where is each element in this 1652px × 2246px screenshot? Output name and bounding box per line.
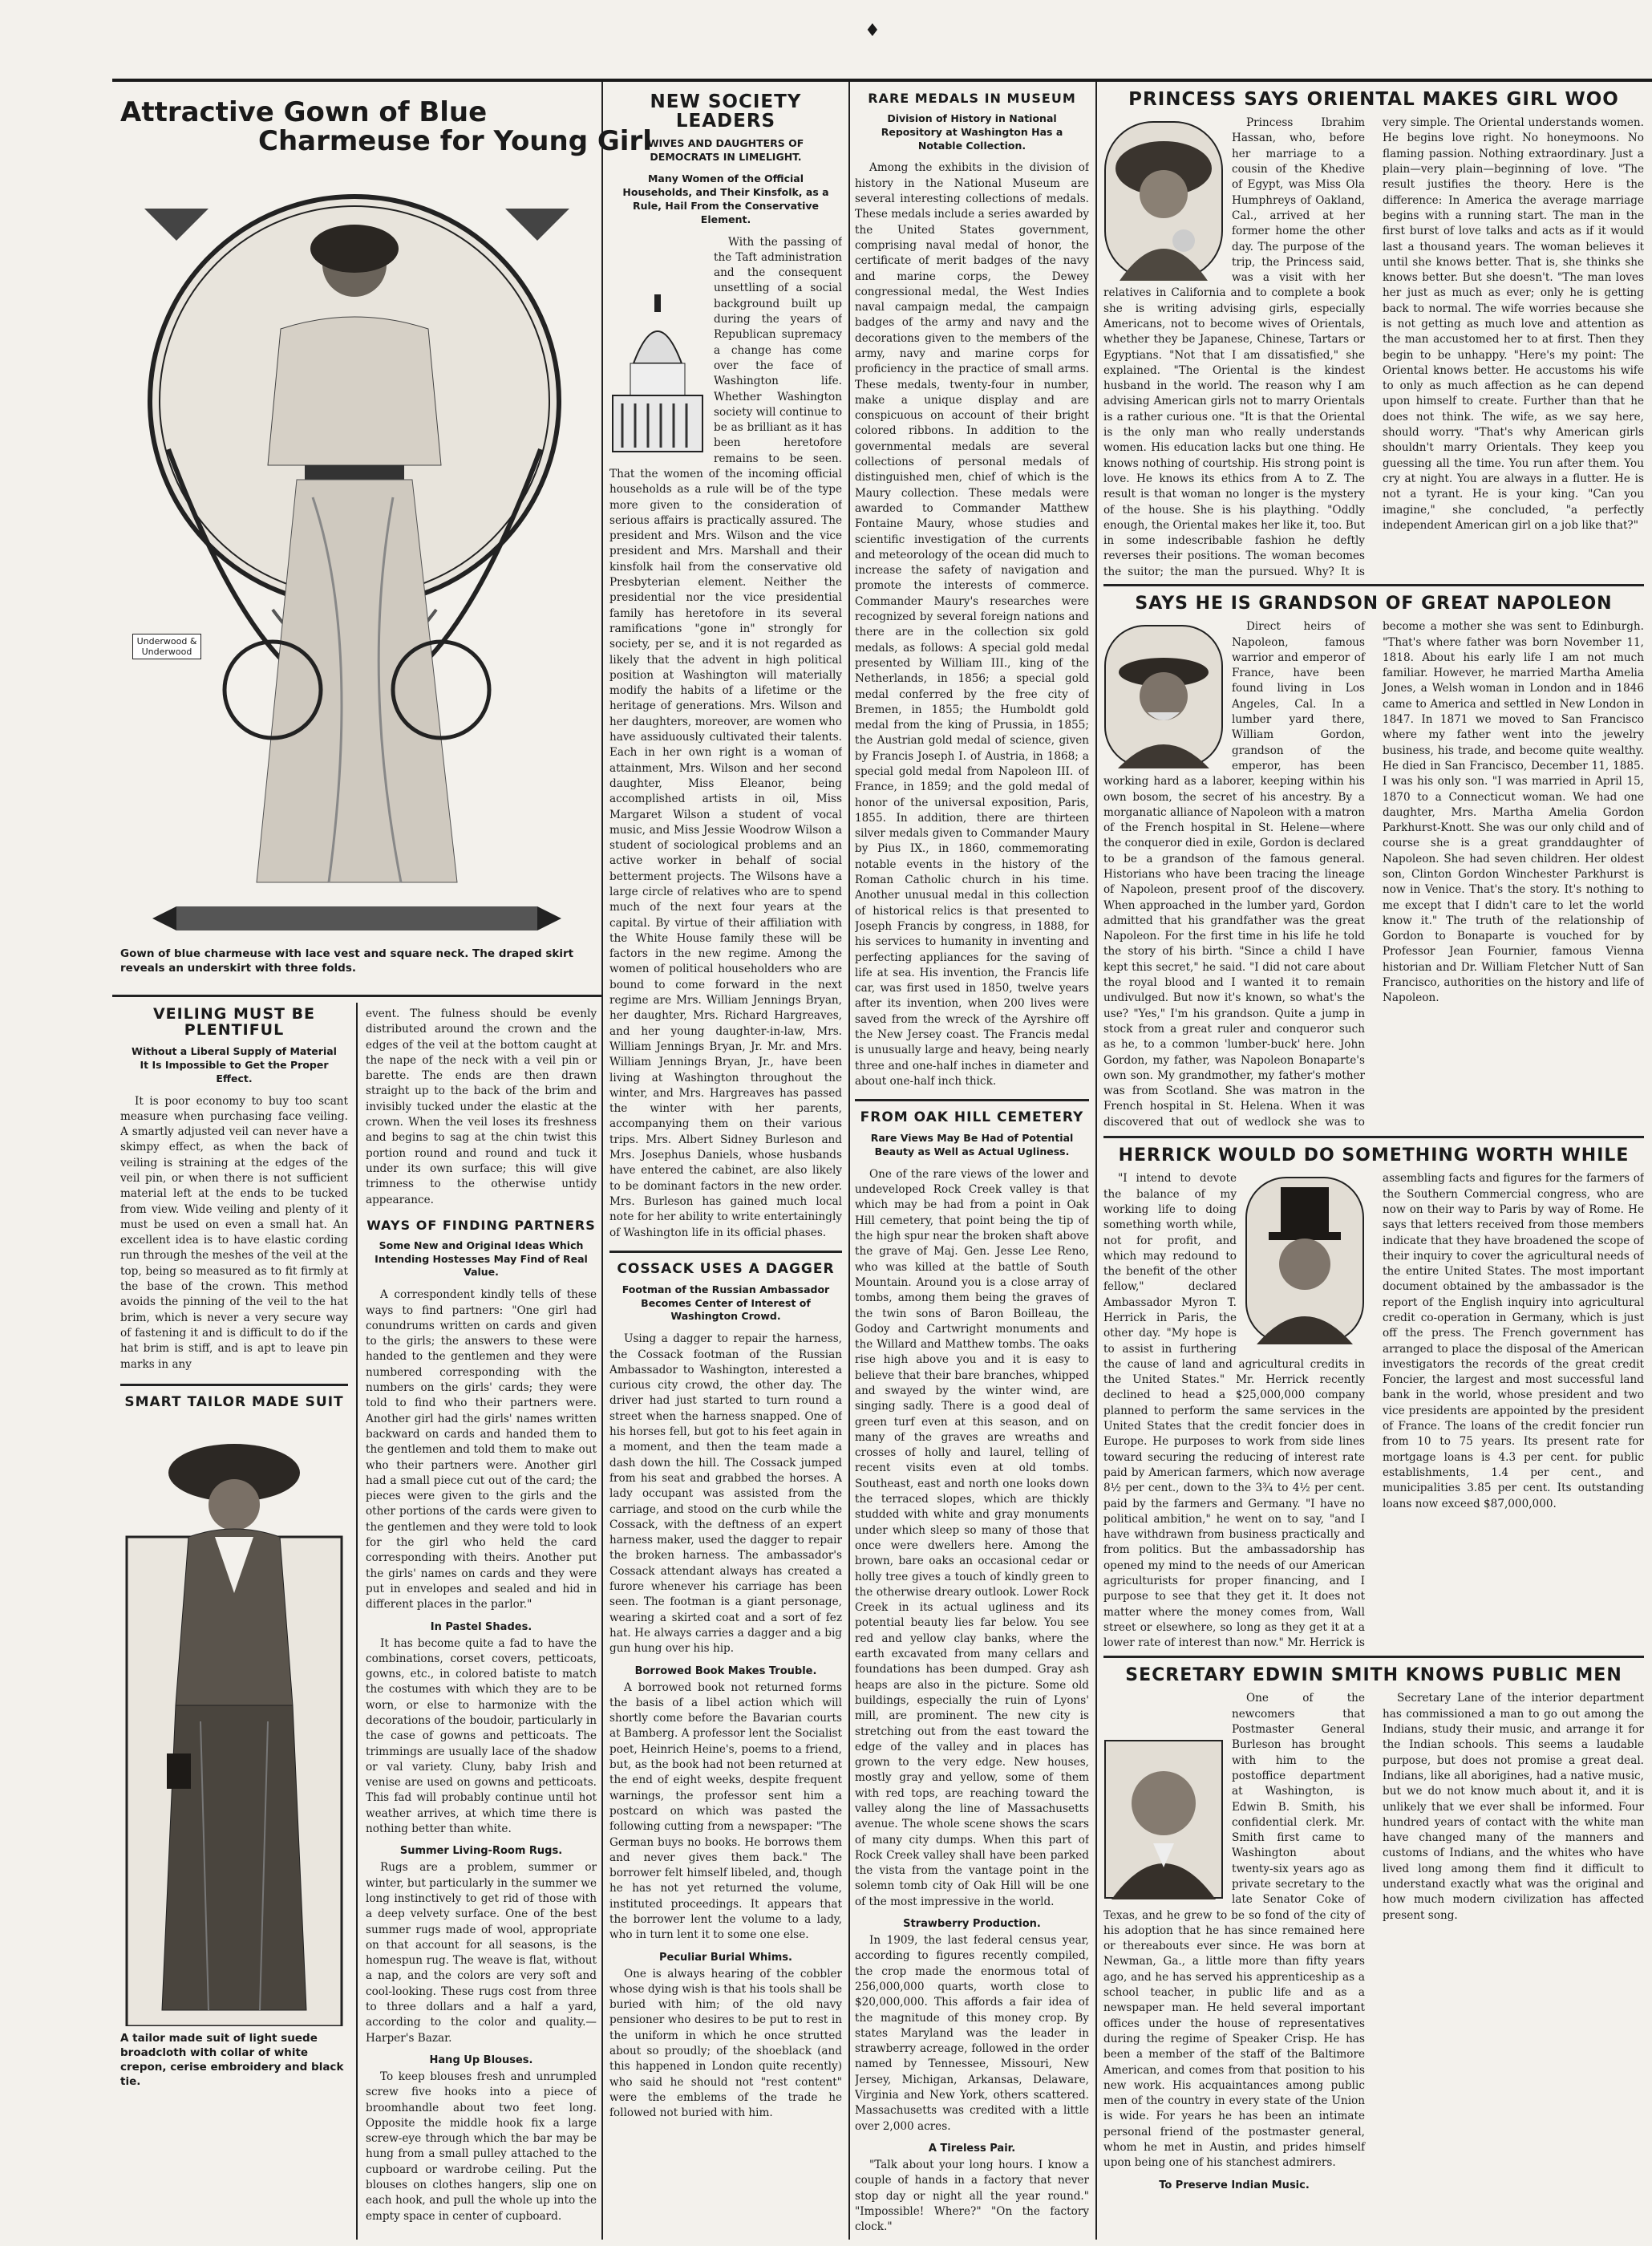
section-rule [1103,1136,1644,1138]
rugs-text: Rugs are a problem, summer or winter, but particularly in the summer we long instinctively to get rid of those with a deep velvety surface. One of the best summer rugs made of wool, appropriate on that account for all seasons, is the homespun rug. The weave is flat, without a nap, and the colors are very soft and cool-looking. These rugs cost from three to three dollars and a half a yard, according to the color and quality.—Harper's Bazar. [366,1861,597,2045]
strawberry-text: In 1909, the last federal census year, according to figures recently compiled, the crop made the enormous total of 256,000,000 quarts, worth close to $20,000,000. This affords a fair idea of the magnitude of this money crop. By states Maryland was the leader in strawberry acreage, followed in the order named by Tennessee, Missouri, New Jersey, Michigan, Arkansas, Delaware, Virginia and New York, others scattered. Massachusetts was credited with a little over 2,000 acres. [855,1934,1089,2133]
gown-illustration [120,160,593,963]
society-subhead-1: WIVES AND DAUGHTERS OF DEMOCRATS IN LIMELIGHT. [647,137,804,164]
napoleon-text: Direct heirs of Napoleon, famous warrior and emperor of France, have been found living in Los Angeles, Cal. In a lumber yard there, William Gordon, grandson of the emperor, has been working hard as a laborer, keeping within his own bosom, the secret of his ancestry. By a morganatic alliance of Napoleon with a matron of the French hospital in St. Helene—where the conqueror died in exile, Gordon is declared to be a grandson of the famous general. Historians who have been tracing the lineage of Napoleon, present proof of the discovery. When approached in the lumber yard, Gordon admitted that his grandfather was the great Napoleon. For the first time in his life he told the story of his birth. "Since a child I have kept this secret," he said. "I did not care about the royal blood and I wanted it to remain undivulged. But now it's known, so what's the use? "Yes," I'm his grandson. Quite a jump in stock from a great ruler and conqueror such as he, to a common 'lumber-buck' here. John Gordon, my father, was Napoleon Bonaparte's own son. My grandmother, my father's mother was from Scotland. She was matron in the French hospital in St. Helena. When it was discovered that out of wedlock she was to become a mother she was sent to Edinburgh. "That's where father was born November 11, 1818. About his early life I am not much familiar. However, he married Martha Amelia Jones, a Welsh woman in London and in 1846 came to America and settled in New London in 1847. In 1871 we moved to San Francisco where my father went into the jewelry business, his trade, and become quite wealthy. He died in San Francisco, December 11, 1885. I was his only son. "I was married in April 15, 1870 to a Connecticut woman. We had one daughter, Mrs. Martha Amelia Gordon Parkhurst-Knott. She was our only child and of course she is a great granddaughter of Napoleon. She had seven children. Her oldest son, Clinton Gordon Winchester Parkhurst is now in Venice. That's the story. It's nothing to me except that I didn't care to let the world know it." The truth of the relationship of Gordon to Bonaparte is vouched for by Professor Jean Fournier, famous Vienna historian and Dr. William Fletcher Nutt of San Francisco, authorities on the history and life of Napoleon. [1103,620,1644,1129]
column-rule [848,82,850,2240]
oakhill-body [855,1167,1089,1910]
column-rule [1095,82,1097,2240]
book-heading: Borrowed Book Makes Trouble. [634,1664,817,1677]
napoleon-article [1103,619,1644,1133]
pastel-heading: In Pastel Shades. [430,1620,532,1633]
rugs-heading: Summer Living-Room Rugs. [399,1845,563,1858]
smith-headline: SECRETARY EDWIN SMITH KNOWS PUBLIC MEN [1125,1665,1622,1686]
partners-text: A correspondent kindly tells of these ways to find partners: "One girl had conundrums written on cards and given to the girls; the answers to these were handed to the gentlemen and they were numbered corresponding with the numbers on the girls' cards; they were told to find who their partners were. Another girl had the girls' names written backward on cards and handed them to the gentlemen and told them to make out who their partners were. Another girl had a small piece cut out of the card; the pieces were given to the girls and the other portions of the cards were given to the gentlemen and they were told to look for the girl who held the card corresponding with theirs. Another put the girls' names on cards and they were put in envelopes and sealed and hid in different places in the parlor." [366,1288,597,1612]
cossack-subhead: Footman of the Russian Ambassador Becomes Center of Interest of Washington Crowd. [622,1283,830,1323]
page-ornament: ♦ [864,21,881,41]
column-4 [855,92,1089,2234]
medals-text: Among the exhibits in the division of history in the National Museum are several interesting collections of medals. These medals include a series awarded by the United States government, comprising naval medal of honor, the certificate of merit badges of the navy and marine corps, the Dewey congressional medal, the West Indies naval campaign medal, the campaign badges of the army and navy and the decorations given to the members of the army, navy and marine corps for proficiency in the practice of small arms. These medals, twenty-four in number, make a unique display and are conspicuous on account of their bright colored ribbons. In addition to the governmental medals are several collections of personal medals of distinguished men, chief of which is the Maury collection. These medals were awarded to Commander Matthew Fontaine Maury, whose studies and scientific investigation of the currents and meteorology of the ocean did much to increase the safety of navigation and promote the interests of commerce. Commander Maury's researches were recognized by several foreign nations and there are in the collection six gold medals, as follows: A special gold medal presented by William III., king of the Netherlands, in 1856; a special gold medal conferred by the free city of Bremen, in 1855; the Humboldt gold medal from the king of Prussia, in 1855; the Austrian gold medal of science, given by Francis Joseph I. of Austria, in 1868; a special gold medal from Napoleon III. of France, in 1859; and the gold medal of honor of the universal exposition, Paris, 1855. In addition, there are thirteen silver medals given to Commander Maury by Pius IX., in 1860, commemorating notable events in the history of the Roman Catholic church in his time. Another unusual medal in this collection of historical relics is that presented to Joseph Francis by congress, in 1888, for his services to humanity in inventing and perfecting appliances for the saving of life at sea. His invention, the Francis life car, was first used in 1850, twelve years after its invention, when 200 lives were saved from the wreck of the Ayrshire off the New Jersey coast. The Francis medal is unusually large and heavy, being nearly three and one-half inches in diameter and about one-half inch thick. [855,161,1089,1088]
herrick-text: "I intend to devote the balance of my working life to doing something worth while, not for profit, and which may redound to the benefit of the other fellow," declared Ambassador Myron T. Herrick in Paris, the other day. "My hope is to assist in furthering the cause of land and agricultural credits in the United States." Mr. Herrick recently declined to head a $25,000,000 company planned to perform the same services in the United States that the credit foncier does in Europe. He purposes to work from side lines toward securing the reducing of interest rate paid by American farmers, which now average 8½ per cent., down to the 3¾ to 4½ per cent. paid by the farmers and Germany. "I have no political ambition," he went on to say, "and I have withdrawn from business practically and from politics. But the ambassadorship has opened my mind to the needs of our American agriculturists for proper financing, and I purpose to see that they get it. It does not matter where the money comes from, Wall street or elsewhere, so long as they get it at a lower rate of interest than now." Mr. Herrick is assembling facts and figures for the farmers of the Southern Commercial congress, who are now on their way to Paris by way of Rome. He says that letters received from those members indicate that they have broadened the scope of their inquiry to cover the agricultural needs of the entire United States. The most important document obtained by the ambassador is the report of the English inquiry into agricultural credit co-operation in Germany, which is just off the press. The French government has arranged to place the disposal of the American investigators the records of the great credit Foncier, the largest and most successful land bank in the world, whose president and two vice presidents are appointed by the president of France. The loans of the credit foncier run from 10 to 75 years. Its present rate for mortgage loans is 4.3 per cent. for public establishments, 1.4 per cent., and municipalities 3.85 per cent. Its outstanding loans now exceed $87,000,000. [1103,1172,1644,1650]
smith-article [1103,1691,1644,2204]
veiling-text: It is poor economy to buy too scant measure when purchasing face veiling. A smartly adjusted veil can never have a skimpy effect, as when the back of veiling is straining at the edges of the veil pin, or when there is not sufficient material left at the ends to be tucked from view. Wide veiling and plenty of it must be used on even a small hat. An excellent idea is to have elastic cording run through the meshes of the veil at the top, being so measured as to fit firmly at the base of the crown. This method avoids the pinning of the veil to the hat brim, which is never a very secure way of fastening it and is difficult to do if the hat brim is stiff, and is apt to leave pin marks in any [120,1094,348,1371]
tireless-body [855,2158,1089,2234]
column-rule [356,1003,358,2240]
society-text: With the passing of the Taft administration and the consequent unsettling of a social background built up during the years of Republican supremacy a change has come over the face of Washington life. Whether Washington society will continue to be as brilliant as it has been heretofore remains to be seen. That the women of the incoming official households as a rule will be of the type more given to the consideration of serious affairs is practically assured. The president and Mrs. Wilson and the vice president and Mrs. Marshall and their kinsfolk hail from the conservative old Presbyterian element. Neither the presidential nor the vice presidential family has heretofore in its several ramifications "gone in" strongly for society, per se, and it is not regarded as likely that the advent in high political position at Washington will materially modify the habits of a lifetime or the heritage of generations. Mrs. Wilson and her daughters, moreover, are women who have assiduously cultivated their talents. Each in her own right is a woman of attainment, Mrs. Wilson and her second daughter, Miss Eleanor, being accomplished artists in oil, Miss Margaret Wilson a student of vocal music, and Miss Jessie Woodrow Wilson a student of sociological problems and an active worker in behalf of social betterment projects. The Wilsons have a large circle of relatives who are to spend much of the next four years at the capital. By virtue of their affiliation with the White House family these will be factors in the new regime. Among the women of political householders who are bound to come forward in the next regime are Mrs. William Jennings Bryan, her daughter, Mrs. Richard Hargreaves, and her young daughter-in-law, Mrs. William Jennings Bryan, Jr. Mr. and Mrs. William Jennings Bryan, Jr., have been living at Washington throughout the winter, and Mrs. Hargreaves has passed the winter with her parents, accompanying them on their various trips. Mrs. Albert Sidney Burleson and Mrs. Josephus Daniels, whose husbands have entered the cabinet, are also likely to be dominant factors in the new order. Mrs. Burleson has gained much local note for her ability to write entertainingly of Washington life in its official phases. [609,235,842,1239]
cossack-body [609,1332,842,1656]
veiling-subhead: Without a Liberal Supply of Material It Is Impossible to Get the Proper Effect. [132,1044,337,1084]
gown-caption: Gown of blue charmeuse with lace vest and square neck. The draped skirt reveals an underskirt with three folds. [120,947,574,975]
veiling-continued-text: event. The fulness should be evenly distributed around the crown and the edges of the veil at the bottom caught at the nape of the neck with a veil pin or barette. The ends are then drawn straight up to the back of the brim and invisibly tucked under the elastic at the crown. When the veil loses its freshness and begins to sag at the chin twist this portion round and round and tuck it under its own surface; this will give trimness to the otherwise untidy appearance. [366,1007,597,1206]
pastel-body [366,1636,597,1838]
section-rule [112,995,601,997]
column-1 [120,1007,348,2234]
tailor-headline: SMART TAILOR MADE SUIT [124,1393,344,1410]
medals-subhead: Division of History in National Repository at Washington Has a Notable Collection. [881,111,1063,152]
herrick-article [1103,1171,1644,1652]
tailor-suit-illustration [120,1417,348,2026]
herrick-headline: HERRICK WOULD DO SOMETHING WORTH WHILE [1118,1145,1630,1166]
capitol-dome-illustration [609,291,706,460]
right-section [1103,90,1644,2238]
veiling-continued [366,1007,597,1208]
gown-title-line1: Attractive Gown of Blue [120,96,488,128]
princess-text: Princess Ibrahim Hassan, who, before her marriage to a cousin of the Khedive of Egypt, was Miss Ola Humphreys of Oakland, Cal., arrived at her former home the other day. The purpose of the trip, the Princess said, was a visit with her relatives in California and to complete a book she is writing advising girls, especially Americans, not to become wives of Orientals, whether they be Japanese, Chinese, Tartars or Egyptians. "Not that I am dissatisfied," she explained. "The Oriental is the kindest husband in the world. The reason why I am advising American girls not to marry Orientals is a rather curious one. "It is that the Oriental is the only man who really understands women. His education lacks but one thing. He knows nothing of courtship. His strong point is love. He knows its ethics from A to Z. The result is that woman no longer is the mystery of the house. She is his plaything. "Oddly enough, the Oriental makes her like it, too. But in some indescribable fashion he deftly reverses their positions. The woman becomes the suitor; the man the pursued. Why? It is very simple. The Oriental understands women. He begins love right. No honeymoons. No flaming passion. Nothing extraordinary. Just a plain—very plain—beginning of love. "The result justifies the theory. Here is the difference: In America the average marriage begins with a running start. The man in the first burst of love talks and acts as if it would last a thousand years. The woman believes it until she knows better. That is, she thinks she knows better. But she doesn't. "The man loves her just as much as ever; only he is getting back to normal. The wife worries because she is not getting as much love and attention as the man accustomed her to at first. Then they begin to be unhappy. "Here's my point: The Oriental knows better. He accustoms his wife to only as much affection as he can depend upon himself to create. Further than that he does not think. The wife, as we say here, should worry. "That's why American girls shouldn't marry Orientals. They keep you guessing all the time. You run after them. You cry at night. You are always in a flutter. He is not a tyrant. He is your king. "Can you imagine," she concluded, "a perfectly independent American girl on a job like that?" [1103,116,1644,578]
burial-body [609,1967,842,2122]
princess-article [1103,116,1644,581]
burial-text: One is always hearing of the cobbler whose dying wish is that his tools shall be buried with him; of the old navy pensioner who desires to be put to rest in the uniform in which he once strutted about so proudly; of the shoeblack (and this happened in London quite recently) who said he should not "rest content" were the emblems of the trade he followed not buried with him. [609,1967,842,2120]
medals-body [855,160,1089,1089]
rugs-body [366,1860,597,2046]
veiling-body [120,1094,348,1372]
section-rule [1103,1656,1644,1658]
book-body [609,1680,842,1944]
blouses-heading: Hang Up Blouses. [429,2053,533,2066]
princess-headline: PRINCESS SAYS ORIENTAL MAKES GIRL WOO [1128,90,1619,110]
blouses-text: To keep blouses fresh and unrumpled screw five hooks into a piece of broomhandle about two feet long. Opposite the middle hook fix a large screw-eye through which the bar may be hung from a small pulley attached to the cupboard or wardrobe ceiling. Put the blouses on clothes hangers, slip one on each hook, and pull the whole up into the empty space in center of cupboard. [366,2070,597,2223]
book-text: A borrowed book not returned forms the basis of a libel action which will shortly come before the Bavarian courts at Bamberg. A professor lent the Socialist poet, Heinrich Heine's, poems to a friend, but, as the book had not been returned at the end of eight weeks, despite frequent warnings, the professor sent him a postcard on which was pasted the following cutting from a newspaper: "The German buys no books. He borrows them and never gives them back." The borrower felt himself libeled, and, though he has not yet returned the volume, instituted proceedings. It appears that the borrower lent the volume to a lady, who in turn lent it to some one else. [609,1680,842,1942]
section-rule [1103,584,1644,586]
cossack-headline: COSSACK USES A DAGGER [617,1260,835,1277]
pastel-text: It has become quite a fad to have the combinations, corset covers, petticoats, gowns, etc., in colored batiste to match the costumes with which they are to be worn, or else to harmonize with the decorations of the boudoir, particularly in the case of gowns and petticoats. The trimmings are usually lace of the shadow or val variety. Cluny, baby Irish and venise are used on gowns and petticoats. This fad will probably continue until hot weather arrives, at which time there is nothing better than white. [366,1636,597,1836]
section-rule [855,1099,1089,1101]
princess-portrait [1103,120,1224,281]
gown-title-line2: Charmeuse for Young Girl [258,125,652,157]
section-rule [609,1251,842,1253]
strawberry-body [855,1933,1089,2135]
oakhill-headline: FROM OAK HILL CEMETERY [860,1109,1084,1126]
top-rule [112,79,1652,82]
indian-heading: To Preserve Indian Music. [1159,2179,1310,2191]
indian-body [1383,1691,1644,1923]
oakhill-text: One of the rare views of the lower and undeveloped Rock Creek valley is that which may be had from a point in Oak Hill cemetery, that point being the tip of the high spur near the broken shaft above the grave of Maj. Gen. Jesse Lee Reno, who was killed at the battle of South Mountain. Around you is a close array of tombs, among them being the graves of the twin sons of Baron Boilleau, the Godoy and Cartwright monuments and the Willard and Matthew tombs. The oaks rise high above you and it is easy to believe that their bare branches, whipped and swayed by the winter wind, are singing sadly. There is a good deal of green turf even at this season, and on many of the graves are wreaths and crosses of holly and laurel, telling of recent visits even at old tombs. Southeast, east and north one looks down the terraced slopes, which are thickly studded with white and gray monuments under which sleep so many of those that once were dwellers here. Among the brown, bare oaks an occasional cedar or holly tree gives a touch of kindly green to the otherwise dreary outlook. Lower Rock Creek in its actual ugliness and its potential beauty lies far below. You see red and yellow clay banks, where the earth excavated from many cellars and foundations has been dumped. Gray ash heaps are also in the picture. Some old buildings, especially the ruin of Lyons' mill, are prominent. The new city is stretching out from the east toward the edge of the valley and in places has grown to the very edge. New houses, mostly gray and yellow, some of them with red tops, are reaching toward the valley along the line of Massachusetts avenue. The whole scene shows the scars of many city dumps. When this part of Rock Creek valley shall have been parked the vista from the vantage point in the solemn tomb city of Oak Hill will be one of the most impressive in the world. [855,1167,1089,1908]
cossack-text: Using a dagger to repair the harness, the Cossack footman of the Russian Ambassador to Washington, interested a curious city crowd, the other day. The driver had just started to turn round a street when the harness snapped. One of his horses fell, but got to his feet again in a moment, and then the team made a dash down the hill. The Cossack jumped from his seat and grabbed the horses. A lady occupant was assisted from the carriage, and stood on the curb while the Cossack, with the deftness of an expert harness maker, used the dagger to repair the broken harness. The ambassador's Cossack attendant always has created a furore whenever his carriage has been seen. The footman is a giant personage, wearing a skirted coat and a sort of fez hat. He always carries a dagger and a big gun hung over his hip. [609,1332,842,1656]
blouses-body [366,2070,597,2224]
indian-text: Secretary Lane of the interior department has commissioned a man to go out among the Indians, study their music, and arrange it for the Indian schools. This seems a laudable purpose, but does not promise a great deal. Indians, like all aborigines, had a native music, but we do not know much about it, and it is unlikely that we ever shall be informed. Four hundred years of contact with the white man have changed many of the manners and customs of Indians, and the whites who have lived long among them find it difficult to understand exactly what was the original and how much modern civilization has affected present song. [1383,1692,1644,1922]
society-headline: NEW SOCIETY LEADERS [650,92,802,132]
partners-body [366,1287,597,1612]
tireless-text: "Talk about your long hours. I know a couple of hands in a factory that never stop day or night all the year round." "Impossible! Where?" "On the factory clock." [855,2158,1089,2234]
burial-heading: Peculiar Burial Whims. [659,1951,792,1964]
tireless-heading: A Tireless Pair. [928,2142,1016,2155]
veiling-headline: VEILING MUST BE PLENTIFUL [152,1007,316,1039]
section-rule [120,1384,348,1386]
oakhill-subhead: Rare Views May Be Had of Potential Beauty as Well as Actual Ugliness. [870,1132,1074,1157]
gordon-portrait [1103,624,1224,768]
smith-text: One of the newcomers that Postmaster General Burleson has brought with him to the postoffice department at Washington, is Edwin B. Smith, his confidential clerk. Mr. Smith first came to Washington about twenty-six years ago as private secretary to the late Senator Coke of Texas, and he grew to be so fond of the city of his adoption that he has since remained here or thereabouts ever since. He was born at Newman, Ga., a little more than fifty years ago, and he has served his apprenticeship as a school teacher, in public life and as a newspaper man. He held several important offices under the house of representatives during the regime of Speaker Crisp. He has been a member of the staff of the Baltimore American, and comes from that position to his new work. His acquaintances among public men of the country in every state of the Union is wide. For years he has been an intimate personal friend of the postmaster general, whom he met in Austin, and prides himself upon being one of his stanchest admirers. [1103,1692,1365,2170]
partners-subhead: Some New and Original Ideas Which Intending Hostesses May Find of Real Value. [375,1239,588,1279]
herrick-body [1103,1171,1644,1652]
column-2 [366,1007,597,2234]
strawberry-heading: Strawberry Production. [903,1918,1041,1931]
column-3 [609,92,842,2234]
tailor-caption: A tailor made suit of light suede broadcloth with collar of white crepon, cerise embroidery and black tie. [120,2031,344,2089]
photo-credit: Underwood & Underwood [132,634,201,659]
napoleon-headline: SAYS HE IS GRANDSON OF GREAT NAPOLEON [1135,594,1613,614]
herrick-portrait [1245,1176,1365,1344]
smith-portrait [1103,1739,1224,1899]
partners-headline: WAYS OF FINDING PARTNERS [366,1217,596,1233]
column-rule [601,82,603,2240]
medals-headline: RARE MEDALS IN MUSEUM [868,92,1076,106]
society-subhead-2: Many Women of the Official Households, and Their Kinsfolk, as a Rule, Hail From the Conservative Element. [622,172,829,225]
